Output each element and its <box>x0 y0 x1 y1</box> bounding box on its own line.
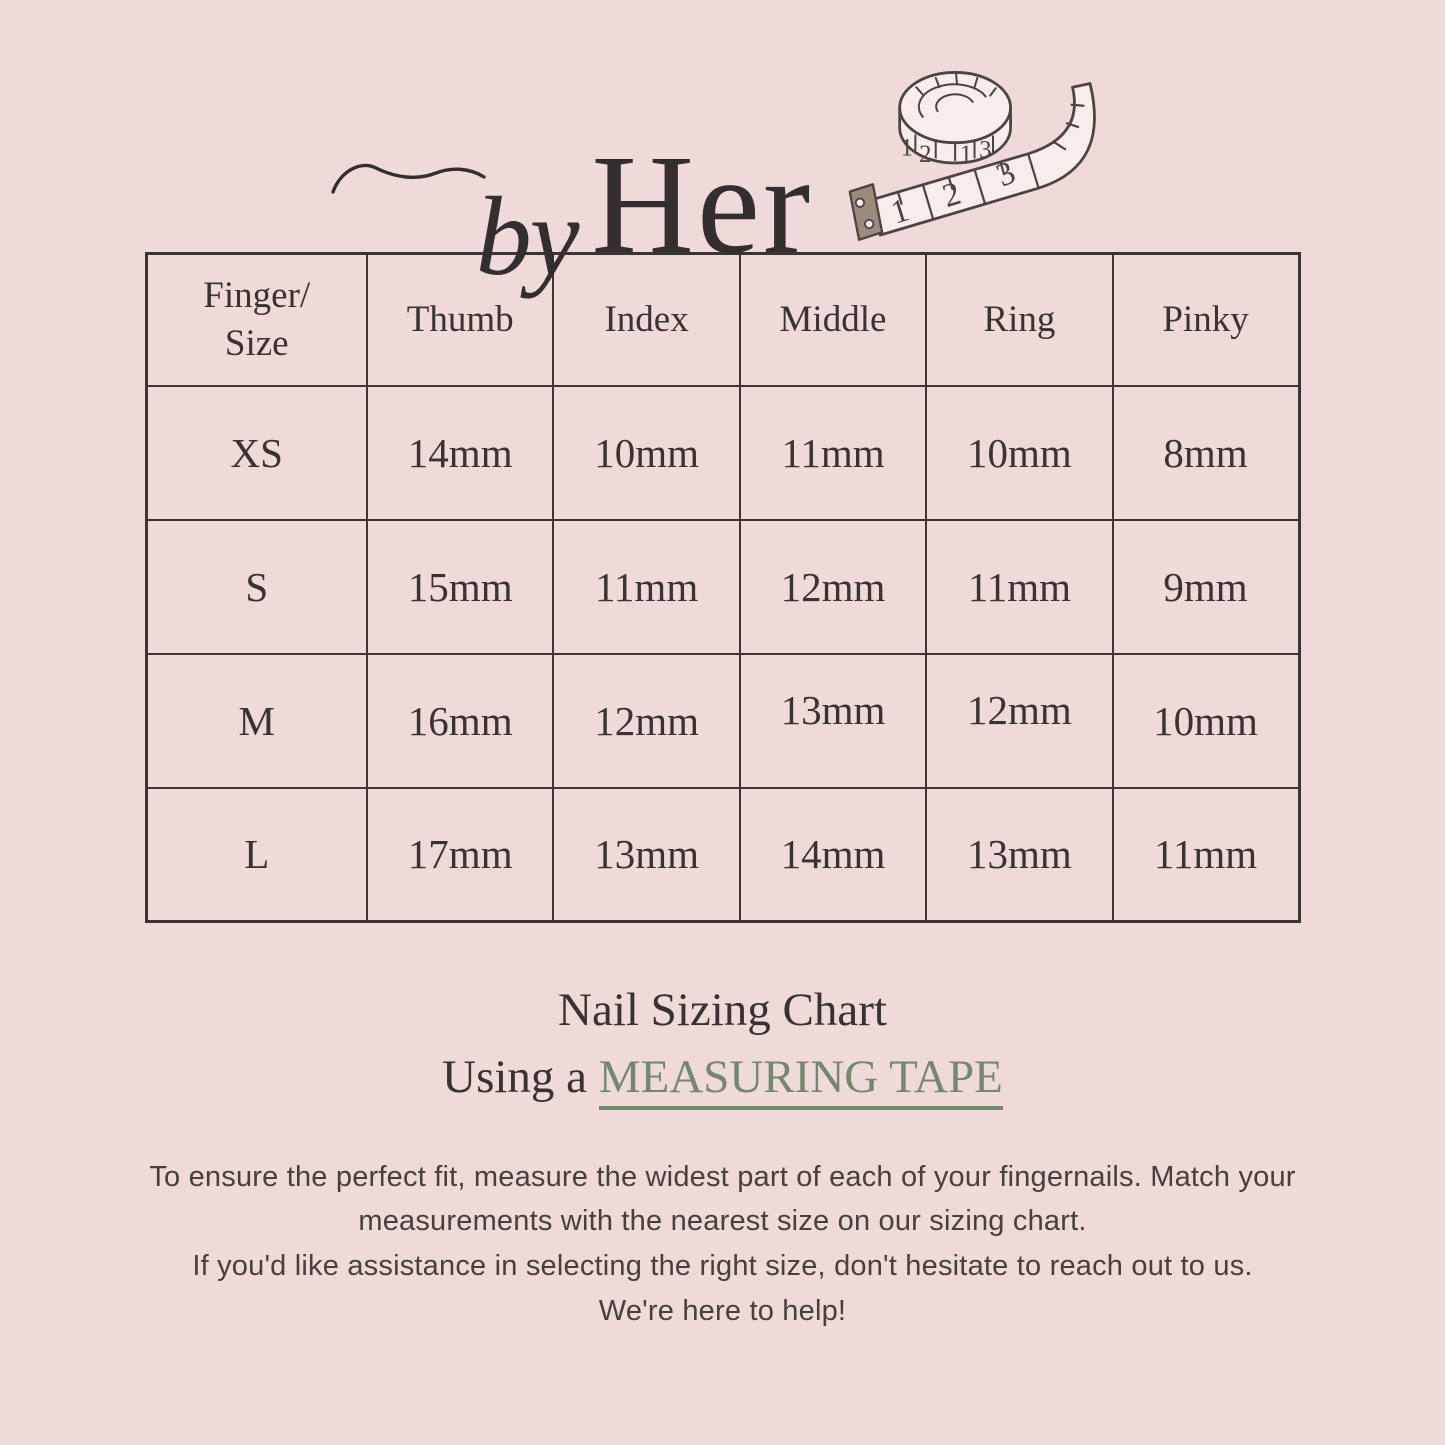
size-value-cell: 13mm <box>926 788 1112 922</box>
size-value-cell: 14mm <box>367 386 553 520</box>
svg-text:1: 1 <box>886 191 914 232</box>
instructions-paragraph: We're here to help! <box>598 1295 847 1328</box>
column-header-index: Index <box>553 254 739 386</box>
brand-header <box>0 0 1445 299</box>
brand-logo <box>330 42 814 299</box>
instructions-paragraph: If you'd like assistance in selecting the right size, don't hesitate to reach out to us. <box>192 1250 1253 1283</box>
size-label: XS <box>146 386 367 520</box>
size-value-cell: 17mm <box>367 788 553 922</box>
tape-end-clip <box>850 184 882 239</box>
instructions-paragraph: To ensure the perfect fit, measure the widest part of each of your fingernails. Match your measurements with the nearest size on our sizing chart. <box>149 1160 1296 1238</box>
size-value-cell: 12mm <box>740 520 926 654</box>
chart-subtitle <box>0 1048 1445 1107</box>
column-header-thumb: Thumb <box>367 254 553 386</box>
table-row-s <box>146 520 1299 654</box>
nail-size-table <box>145 252 1301 923</box>
size-value-cell: 14mm <box>740 788 926 922</box>
chart-title: Nail Sizing Chart <box>558 984 887 1036</box>
instructions-text <box>73 1155 1373 1335</box>
svg-text:2: 2 <box>919 141 932 169</box>
svg-text:1: 1 <box>900 134 914 162</box>
size-value-cell: 10mm <box>926 386 1112 520</box>
size-value-cell: 10mm <box>553 386 739 520</box>
size-value-cell: 11mm <box>553 520 739 654</box>
size-value-cell: 12mm <box>553 654 739 788</box>
size-label: M <box>146 654 367 788</box>
table-row-xs <box>146 386 1299 520</box>
size-value-cell: 13mm <box>740 654 926 788</box>
svg-text:1: 1 <box>960 141 973 169</box>
svg-text:3: 3 <box>991 153 1021 195</box>
size-value-cell: 15mm <box>367 520 553 654</box>
column-header-finger-size: Finger/ Size <box>146 254 367 386</box>
size-value-cell: 13mm <box>553 788 739 922</box>
size-value-cell: 11mm <box>1113 788 1299 922</box>
measuring-tape-link[interactable]: MEASURING TAPE <box>599 1051 1003 1110</box>
size-value-cell: 12mm <box>926 654 1112 788</box>
size-label: L <box>146 788 367 922</box>
chart-caption <box>0 981 1445 1107</box>
subtitle-prefix: Using a <box>442 1050 599 1103</box>
size-label: S <box>146 520 367 654</box>
column-header-pinky: Pinky <box>1113 254 1299 386</box>
logo-wordmark-her: Her <box>591 125 814 283</box>
tape-roll <box>900 72 1011 168</box>
svg-text:3: 3 <box>979 136 992 164</box>
size-value-cell: 8mm <box>1113 386 1299 520</box>
size-value-cell: 16mm <box>367 654 553 788</box>
svg-text:2: 2 <box>938 174 966 216</box>
column-header-middle: Middle <box>740 254 926 386</box>
size-value-cell: 11mm <box>926 520 1112 654</box>
table-row-l <box>146 788 1299 922</box>
column-header-ring: Ring <box>926 254 1112 386</box>
size-value-cell: 11mm <box>740 386 926 520</box>
table-row-m <box>146 654 1299 788</box>
measuring-tape-icon <box>847 52 1115 250</box>
size-value-cell: 9mm <box>1113 520 1299 654</box>
size-value-cell: 10mm <box>1113 654 1299 788</box>
logo-script-by: by <box>475 175 578 299</box>
logo-swash-flourish <box>330 130 490 210</box>
